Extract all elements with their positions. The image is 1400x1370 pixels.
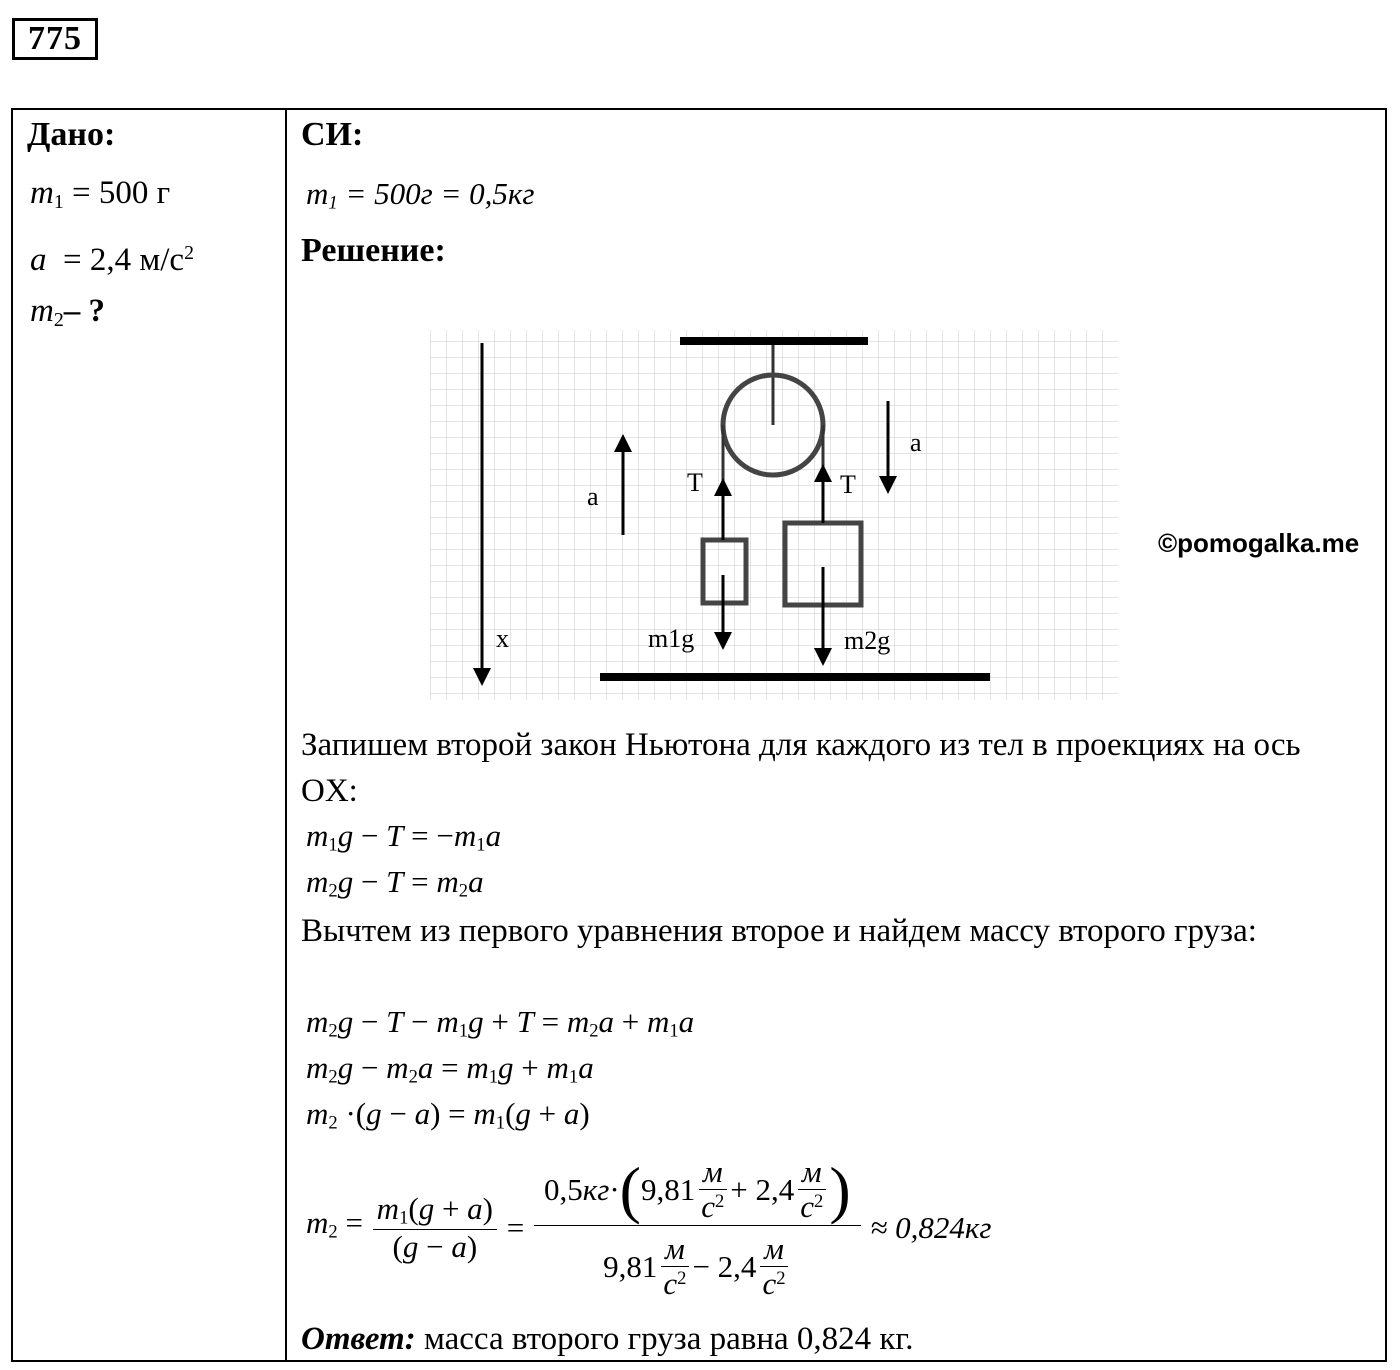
pulley-diagram (430, 325, 1120, 705)
paragraph-newton: Запишем второй закон Ньютона для каждого из тел в проекциях на ось OX: (301, 727, 1301, 809)
given-acceleration: a = 2,4 $м/с^2$ (30, 241, 194, 278)
label-tension-right: T (840, 470, 856, 499)
column-divider (285, 108, 287, 1362)
label-weight1: m1g (648, 624, 695, 653)
given-header: Дано: (27, 116, 116, 153)
equation-3: $m_2g - T - m_1g + T = m_2a + m_1a$ (306, 1004, 695, 1042)
paragraph-subtract: Вычтем из первого уравнения второе и найдем массу второго груза: (301, 913, 1257, 949)
label-tension-left: T (687, 468, 703, 497)
equation-4: $m_2g - m_2a = m_1g + m_1a$ (306, 1050, 594, 1088)
watermark: ©pomogalka.me (1158, 528, 1360, 558)
label-a-left: a (587, 482, 599, 511)
label-axis-x: x (496, 624, 509, 653)
problem-number: 775 (12, 18, 98, 60)
si-conversion: $m_1 = 500г = 0,5кг$ (306, 176, 535, 214)
solution-header: Решение: (301, 232, 446, 269)
si-header: СИ: (301, 116, 364, 153)
final-formula: $m_2$ = $\frac{m_1(g + a)}{(g - a)}$ = 0,5 кг · ( 9,81 $\frac{м}{с^2}$ + 2,4 $\frac{м}{с^2}$ ) 9,81 $\frac{м}{с^2}$ − 2,4 $\frac{м}{с^2}$ ≈ 0,824кг (306, 1153, 992, 1302)
label-a-right: a (910, 428, 922, 457)
given-mass1: $m_1 = 500$ г (30, 175, 171, 213)
label-weight2: m2g (844, 626, 891, 655)
equation-5: $m_2 \cdot(g - a) = m_1(g + a)$ (306, 1096, 590, 1134)
equation-1: $m_1g - T = -m_1a$ (306, 818, 502, 856)
given-unknown: $m_2-$ ? (30, 293, 105, 331)
equation-2: $m_2g - T = m_2a$ (306, 864, 484, 902)
answer-line: Ответ: масса второго груза равна 0,824 кг. (301, 1321, 914, 1357)
